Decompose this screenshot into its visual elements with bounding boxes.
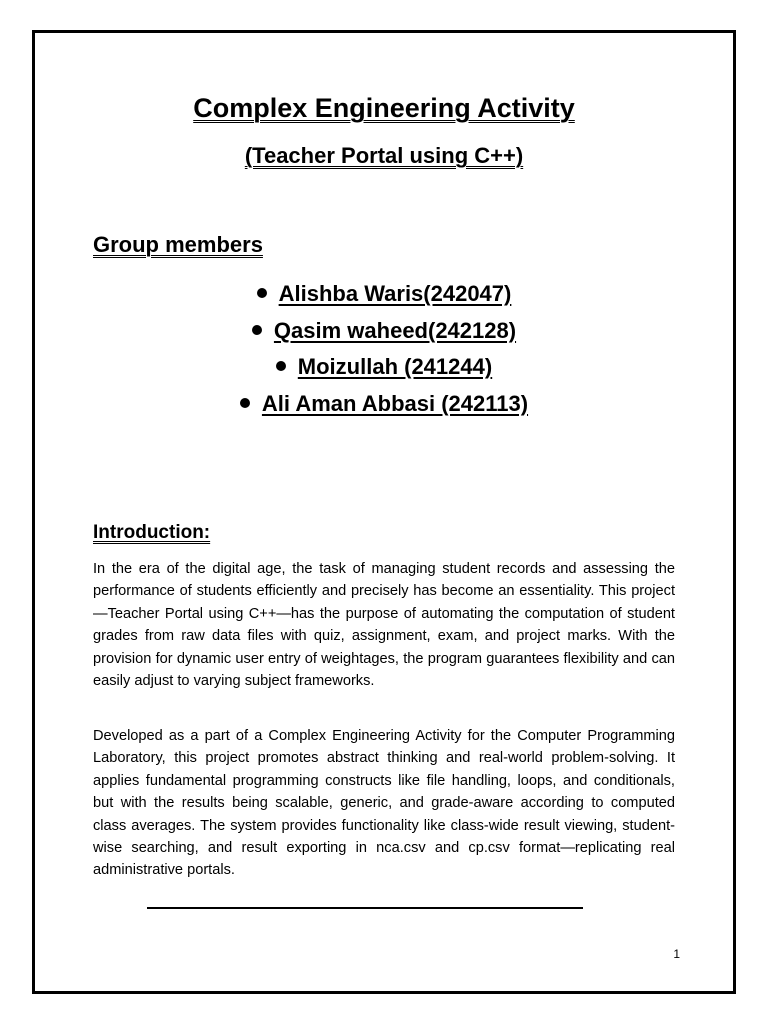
introduction-heading: [93, 519, 210, 547]
list-item: [0, 349, 768, 386]
intro-paragraph-1: In the era of the digital age, the task of managing student records and assessing the performance of students efficiently and precisely has become an essentiality. This project—Teacher Portal using C++—has the purpose of automating the computation of student grades from raw data files with quiz, assignment, exam, and project marks. With the provision for dynamic user entry of weightages, the program guarantees flexibility and can easily adjust to varying subject frameworks.: [93, 561, 675, 690]
page-number: 1: [673, 947, 680, 961]
document-subtitle: [0, 141, 768, 171]
list-item: [0, 386, 768, 423]
document-title-text: Complex Engineering Activity: [193, 93, 575, 123]
member-name: Moizullah (241244): [297, 354, 493, 379]
list-item: [0, 276, 768, 313]
bullet-icon: [257, 288, 267, 298]
bullet-icon: [252, 325, 262, 335]
horizontal-rule: [147, 907, 583, 909]
member-name: Alishba Waris(242047): [278, 281, 512, 306]
member-name: Ali Aman Abbasi (242113): [261, 390, 529, 416]
bullet-icon: [240, 398, 250, 408]
list-item: [0, 313, 768, 350]
group-members-list: [0, 276, 768, 422]
group-members-heading: [93, 230, 263, 260]
member-name: Qasim waheed(242128): [273, 317, 517, 343]
document-subtitle-text: (Teacher Portal using C++): [244, 143, 524, 168]
document-title: [0, 90, 768, 126]
introduction-heading-text: Introduction:: [93, 522, 211, 543]
intro-paragraph-2: Developed as a part of a Complex Engineering Activity for the Computer Programming Laboratory, this project promotes abstract thinking and real-world problem-solving. It applies fundamental programming constructs like file handling, loops, and conditionals, but with the results being scalable, generic, and grade-aware according to computed class averages. The system provides functionality like class-wide result viewing, student-wise searching, and result exporting in nca.csv and cp.csv format—replicating real administrative portals.: [93, 728, 675, 879]
group-members-heading-text: Group members: [93, 232, 263, 257]
bullet-icon: [276, 361, 286, 371]
